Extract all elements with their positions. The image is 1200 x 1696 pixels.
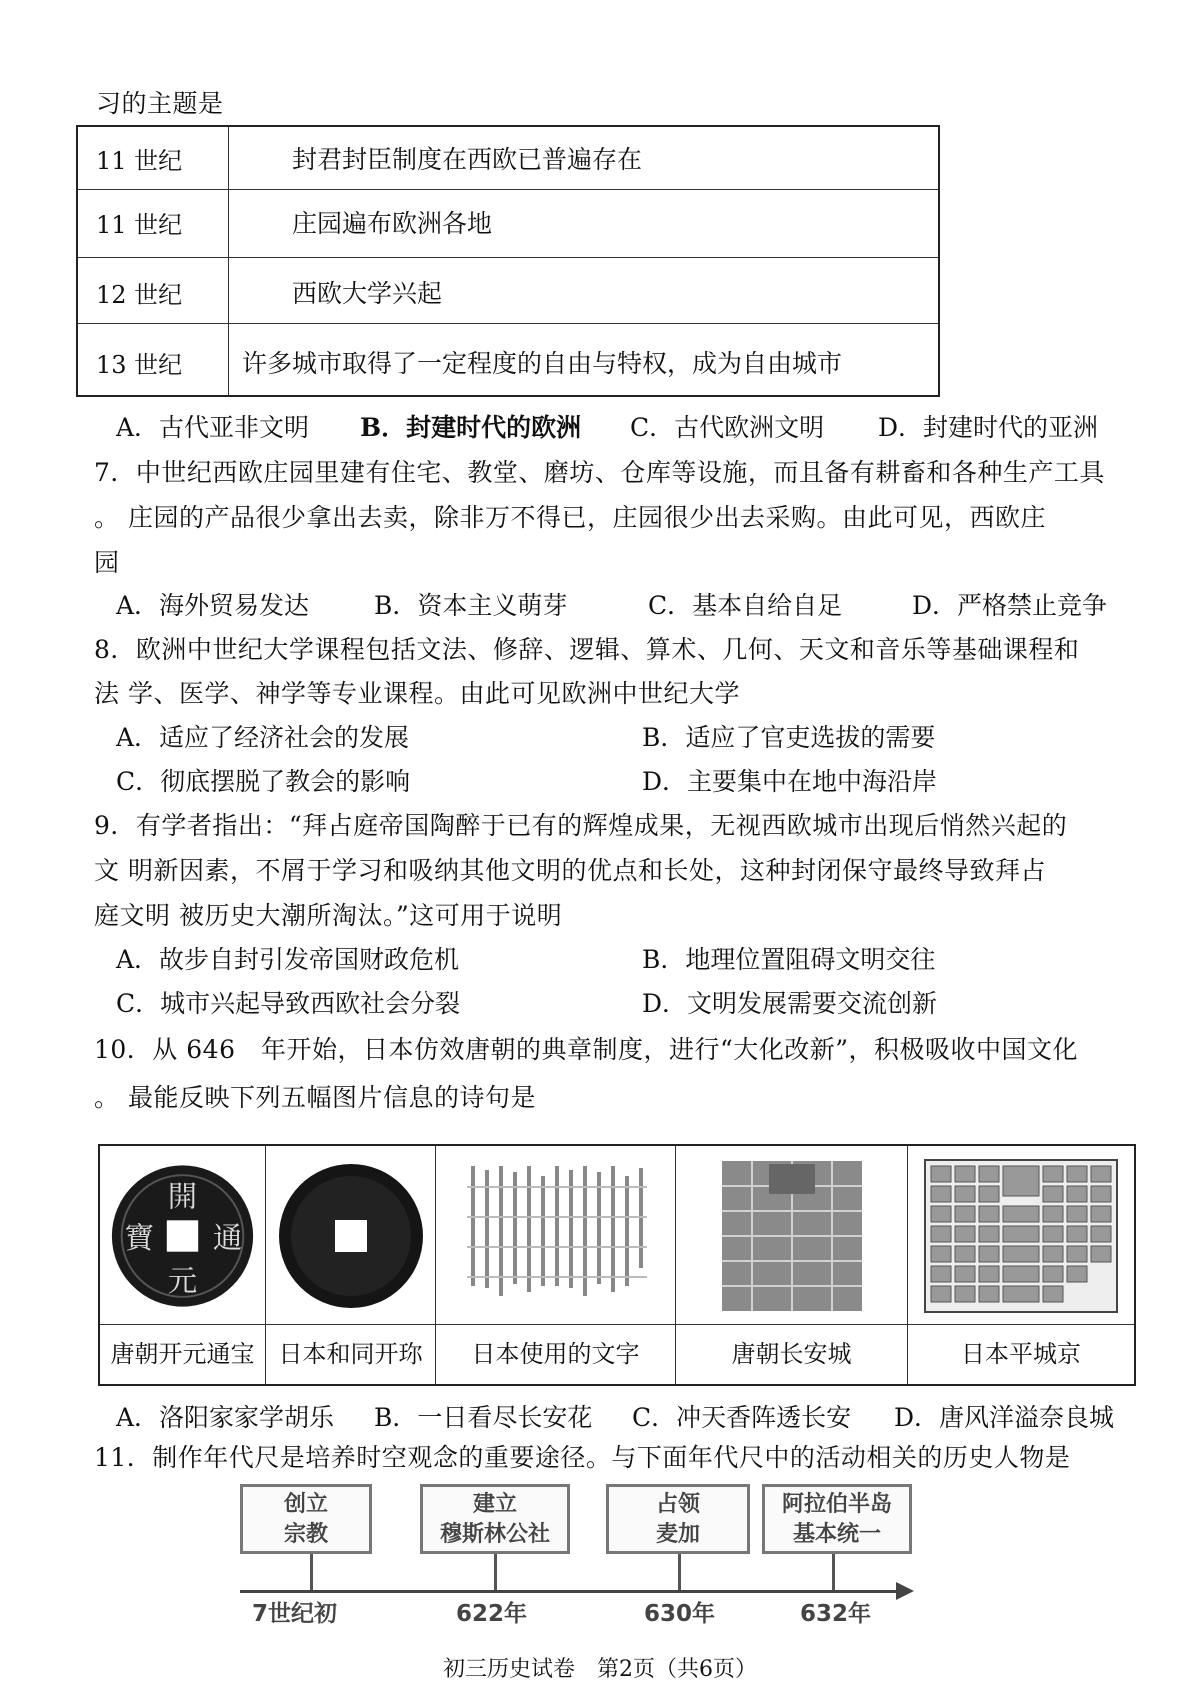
coin-char-top: 開 [167, 1179, 198, 1214]
image-caption: 唐朝开元通宝 [110, 1340, 255, 1368]
q8-option-d: D．主要集中在地中海沿岸 [642, 767, 938, 796]
wadokaichin-coin-image [272, 1152, 429, 1320]
image-cell [436, 1146, 676, 1384]
heijokyo-map-image [914, 1152, 1128, 1320]
century-cell: 11 世纪 [96, 147, 183, 175]
q10-stem-line-2: 。 最能反映下列五幅图片信息的诗句是 [94, 1083, 536, 1112]
event-line-2: 宗教 [283, 1522, 328, 1547]
q9-stem-line-2: 文 明新因素，不屑于学习和吸纳其他文明的优点和长处，这种封闭保守最终导致拜占 [94, 856, 1046, 885]
q10-option-d: D．唐风洋溢奈良城 [894, 1403, 1115, 1432]
timeline-event-box [606, 1484, 750, 1554]
event-cell: 庄园遍布欧洲各地 [292, 209, 493, 238]
q9-option-b: B．地理位置阻碍文明交往 [642, 945, 936, 974]
timeline-tick [678, 1554, 681, 1590]
image-table [98, 1144, 1136, 1386]
q10-stem-line-1: 10．从 646 年开始，日本仿效唐朝的典章制度，进行“大化改新”，积极吸收中国文化 [94, 1035, 1079, 1064]
q9-option-d: D．文明发展需要交流创新 [642, 989, 938, 1018]
event-line-2: 基本统一 [792, 1522, 881, 1547]
q7-option-a: A．海外贸易发达 [116, 591, 310, 620]
image-caption: 日本平城京 [961, 1340, 1081, 1368]
page-footer: 初三历史试卷 第2页（共6页） [443, 1657, 757, 1682]
changan-city-map-image [682, 1152, 901, 1320]
image-caption: 日本和同开珎 [278, 1340, 423, 1368]
q7-stem-line-1: 7．中世纪西欧庄园里建有住宅、教堂、磨坊、仓库等设施，而且备有耕畜和各种生产工具 [94, 458, 1105, 487]
q9-stem-line-1: 9．有学者指出：“拜占庭帝国陶醉于已有的辉煌成果，无视西欧城市出现后悄然兴起的 [94, 811, 1068, 840]
q8-stem-line-2: 法 学、医学、神学等专业课程。由此可见欧洲中世纪大学 [94, 679, 740, 708]
century-cell: 11 世纪 [96, 211, 183, 239]
event-cell: 西欧大学兴起 [292, 279, 443, 308]
event-line-1: 创立 [283, 1492, 328, 1517]
q9-option-a: A．故步自封引发帝国财政危机 [116, 945, 460, 974]
q9-stem-line-3: 庭文明 被历史大潮所淘汰。”这可用于说明 [94, 901, 563, 930]
century-cell: 12 世纪 [96, 281, 183, 309]
timeline-date: 632年 [800, 1601, 872, 1627]
image-cell [908, 1146, 1134, 1384]
image-caption: 唐朝长安城 [731, 1340, 852, 1368]
image-cell [676, 1146, 908, 1384]
q6-option-b: B．封建时代的欧洲 [360, 413, 582, 442]
event-cell: 封君封臣制度在西欧已普遍存在 [292, 145, 643, 174]
coin-char-right: 通 [212, 1220, 243, 1255]
q6-option-a: A．古代亚非文明 [116, 413, 310, 442]
image-cell [266, 1146, 436, 1384]
q6-option-d: D．封建时代的亚洲 [878, 413, 1099, 442]
q8-option-c: C．彻底摆脱了教会的影响 [116, 767, 411, 796]
question-6-stem-tail: 习的主题是 [96, 89, 224, 118]
q6-option-c: C．古代欧洲文明 [630, 413, 825, 442]
timeline-date: 622年 [456, 1601, 528, 1627]
q7-option-d: D．严格禁止竞争 [912, 591, 1108, 620]
century-cell: 13 世纪 [96, 351, 183, 379]
q8-option-b: B．适应了官吏选拔的需要 [642, 723, 936, 752]
q8-option-a: A．适应了经济社会的发展 [116, 723, 410, 752]
event-line-2: 麦加 [655, 1522, 700, 1547]
q7-option-b: B．资本主义萌芽 [374, 591, 568, 620]
coin-char-bottom: 元 [167, 1263, 198, 1298]
timeline-tick [310, 1554, 313, 1590]
q8-stem-line-1: 8．欧洲中世纪大学课程包括文法、修辞、逻辑、算术、几何、天文和音乐等基础课程和 [94, 635, 1080, 664]
timeline-date: 630年 [644, 1601, 716, 1627]
q7-stem-line-3: 园 [94, 548, 120, 577]
q10-option-a: A．洛阳家家学胡乐 [116, 1403, 335, 1432]
timeline-date: 7世纪初 [252, 1601, 338, 1627]
timeline-tick [494, 1554, 497, 1590]
image-caption: 日本使用的文字 [471, 1340, 640, 1368]
table-row [78, 323, 938, 395]
timeline-event-box [420, 1484, 570, 1554]
timeline-event-box [762, 1484, 912, 1554]
q7-option-c: C．基本自给自足 [648, 591, 843, 620]
timeline-axis [240, 1590, 900, 1593]
event-line-2: 穆斯林公社 [439, 1522, 550, 1547]
event-line-1: 阿拉伯半岛 [781, 1492, 892, 1517]
q10-option-b: B．一日看尽长安花 [374, 1403, 593, 1432]
timeline-tick [832, 1554, 835, 1590]
image-cell [100, 1146, 266, 1384]
kaiyuan-coin-image [106, 1152, 259, 1320]
q7-stem-line-2: 。 庄园的产品很少拿出去卖，除非万不得已，庄园很少出去采购。由此可见，西欧庄 [94, 503, 1046, 532]
table-row [78, 189, 938, 258]
q10-option-c: C．冲天香阵透长安 [632, 1403, 852, 1432]
event-line-1: 占领 [655, 1492, 700, 1517]
event-cell: 许多城市取得了一定程度的自由与特权，成为自由城市 [242, 349, 843, 378]
arrow-right-icon [896, 1582, 914, 1600]
japanese-script-image [442, 1152, 669, 1320]
event-line-1: 建立 [472, 1492, 517, 1517]
q9-option-c: C．城市兴起导致西欧社会分裂 [116, 989, 461, 1018]
table-row [78, 127, 938, 190]
coin-char-left: 寶 [124, 1220, 155, 1255]
table-row [78, 257, 938, 324]
timeline-event-box [240, 1484, 372, 1554]
q11-stem-line-1: 11．制作年代尺是培养时空观念的重要途径。与下面年代尺中的活动相关的历史人物是 [94, 1443, 1071, 1472]
events-table [76, 125, 940, 397]
